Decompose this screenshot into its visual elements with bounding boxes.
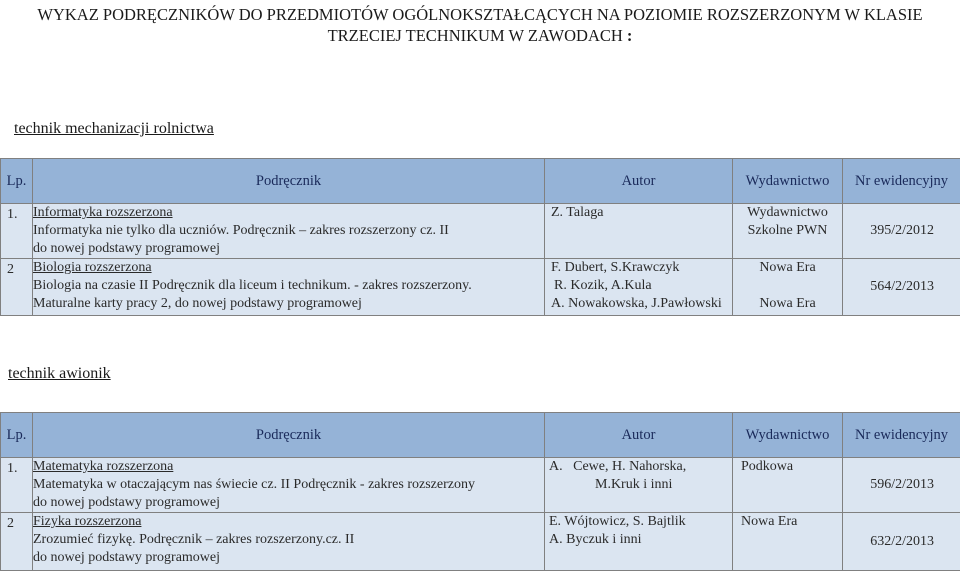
author-cell [545, 204, 733, 259]
publisher-cell [733, 513, 843, 571]
author-cell [545, 458, 733, 513]
publisher-line: Szkolne PWN [733, 222, 842, 240]
publisher-line [733, 277, 842, 295]
publisher-cell [733, 259, 843, 316]
title-line-1: WYKAZ PODRĘCZNIKÓW DO PRZEDMIOTÓW OGÓLNOKSZTAŁCĄCYCH NA POZIOMIE ROZSZERZONYM W KLASIE [0, 4, 960, 25]
row-number: 2 [1, 513, 33, 571]
publisher-cell [733, 458, 843, 513]
title-line-2-text: TRZECIEJ TECHNIKUM W ZAWODACH [328, 26, 623, 45]
col-header-autor: Autor [545, 413, 733, 458]
col-header-wydawnictwo: Wydawnictwo [733, 413, 843, 458]
section-heading-mechanizacja: technik mechanizacji rolnictwa [14, 120, 214, 138]
textbook-desc-line: Biologia na czasie II Podręcznik dla liceum i technikum. - zakres rozszerzony. [33, 277, 544, 295]
textbook-desc-line: Matematyka w otaczającym nas świecie cz. II Podręcznik - zakres rozszerzony [33, 476, 544, 494]
author-line: A. Byczuk i inni [549, 531, 732, 549]
publisher-cell [733, 204, 843, 259]
table-row [1, 458, 960, 513]
registration-number: 632/2/2013 [843, 513, 960, 571]
textbook-table-mechanizacja [0, 158, 960, 316]
author-line: Z. Talaga [551, 204, 732, 222]
author-line: A. Nowakowska, J.Pawłowski [551, 295, 732, 313]
registration-number: 596/2/2013 [843, 458, 960, 513]
page-title [0, 4, 960, 46]
table-header-row [1, 413, 960, 458]
col-header-podrecznik: Podręcznik [33, 413, 545, 458]
title-line-2 [0, 25, 960, 46]
col-header-podrecznik: Podręcznik [33, 159, 545, 204]
col-header-lp: Lp. [1, 159, 33, 204]
row-number: 2 [1, 259, 33, 316]
textbook-subject: Biologia rozszerzona [33, 259, 544, 277]
textbook-desc-line: do nowej podstawy programowej [33, 240, 544, 258]
row-number: 1. [1, 458, 33, 513]
textbook-cell [33, 513, 545, 571]
textbook-table-awionik [0, 412, 960, 571]
textbook-cell [33, 259, 545, 316]
textbook-subject: Matematyka rozszerzona [33, 458, 544, 476]
publisher-line: Wydawnictwo [733, 204, 842, 222]
table-row [1, 259, 960, 316]
textbook-subject: Informatyka rozszerzona [33, 204, 544, 222]
row-number: 1. [1, 204, 33, 259]
author-line: E. Wójtowicz, S. Bajtlik [549, 513, 732, 531]
textbook-cell [33, 204, 545, 259]
publisher-line: Nowa Era [733, 295, 842, 313]
col-header-lp: Lp. [1, 413, 33, 458]
textbook-desc-line: Zrozumieć fizykę. Podręcznik – zakres rozszerzony.cz. II [33, 531, 544, 549]
textbook-desc-line: Informatyka nie tylko dla uczniów. Podręcznik – zakres rozszerzony cz. II [33, 222, 544, 240]
textbook-desc-line: do nowej podstawy programowej [33, 549, 544, 567]
table-header-row [1, 159, 960, 204]
registration-number: 564/2/2013 [843, 259, 960, 316]
author-line: R. Kozik, A.Kula [551, 277, 732, 295]
author-line: A. Cewe, H. Nahorska, [549, 458, 732, 476]
author-line: F. Dubert, S.Krawczyk [551, 259, 732, 277]
col-header-wydawnictwo: Wydawnictwo [733, 159, 843, 204]
textbook-desc-line: do nowej podstawy programowej [33, 494, 544, 512]
author-line: M.Kruk i inni [549, 476, 732, 494]
title-colon: : [623, 26, 633, 45]
registration-number: 395/2/2012 [843, 204, 960, 259]
author-cell [545, 259, 733, 316]
publisher-line: Nowa Era [733, 259, 842, 277]
col-header-autor: Autor [545, 159, 733, 204]
publisher-line: Podkowa [741, 458, 842, 476]
author-cell [545, 513, 733, 571]
textbook-desc-line: Maturalne karty pracy 2, do nowej podstawy programowej [33, 295, 544, 313]
col-header-nr: Nr ewidencyjny [843, 413, 960, 458]
textbook-subject: Fizyka rozszerzona [33, 513, 544, 531]
col-header-nr: Nr ewidencyjny [843, 159, 960, 204]
section-heading-awionik: technik awionik [8, 365, 111, 383]
publisher-line: Nowa Era [741, 513, 842, 531]
textbook-cell [33, 458, 545, 513]
table-row [1, 204, 960, 259]
table-row [1, 513, 960, 571]
